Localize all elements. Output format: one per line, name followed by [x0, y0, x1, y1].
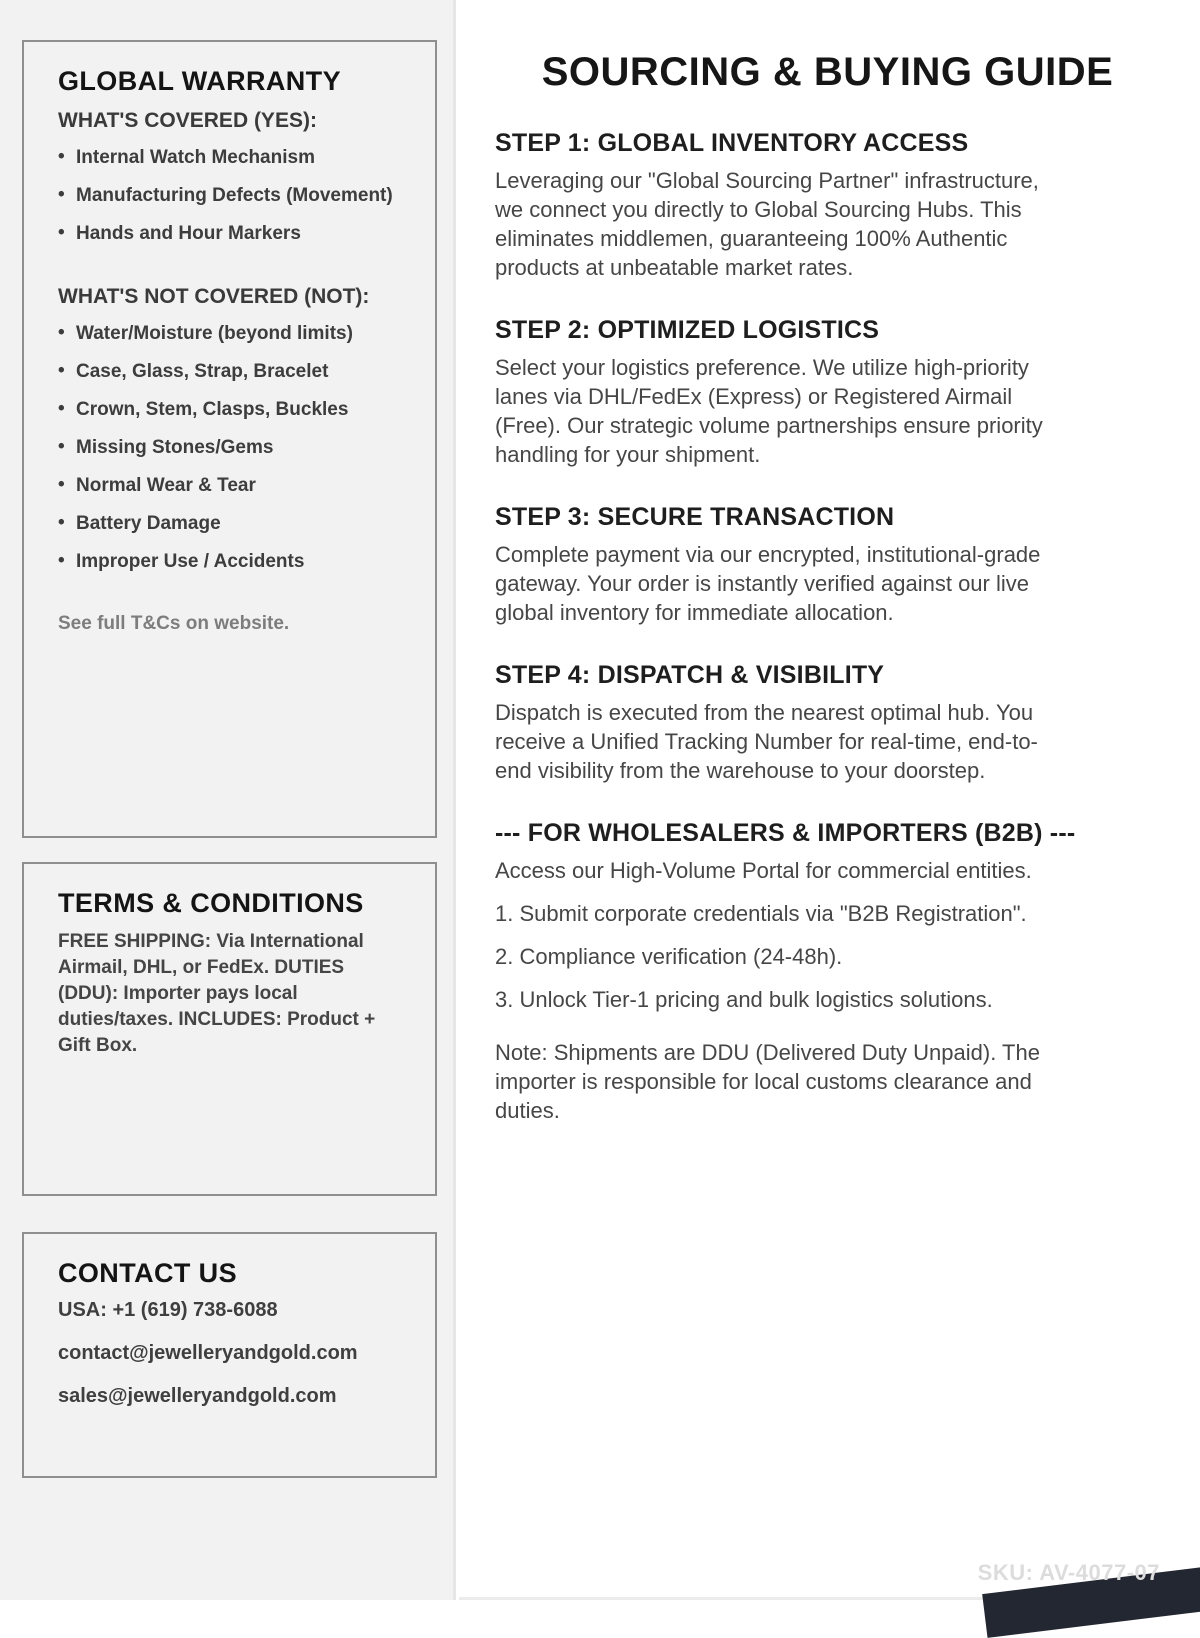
- guide-section: [495, 316, 1160, 469]
- warranty-not-covered-item: • Crown, Stem, Clasps, Buckles: [58, 399, 401, 421]
- sku-label: SKU: AV-4077-07: [977, 1560, 1160, 1585]
- guide-section: [495, 661, 1160, 785]
- section-paragraph: Leveraging our "Global Sourcing Partner" infrastructure, we connect you directly to Global Sourcing Hubs. This eliminates middlemen, guaranteeing 100% Authentic products at unbeatable market rates.: [495, 168, 1039, 280]
- warranty-footnote: See full T&Cs on website.: [58, 613, 290, 634]
- warranty-covered-item: • Manufacturing Defects (Movement): [58, 185, 401, 207]
- section-paragraph: Access our High-Volume Portal for commercial entities.: [495, 858, 1032, 883]
- sourcing-guide: [459, 0, 1200, 1600]
- guide-section: [495, 129, 1160, 282]
- section-paragraph: 2. Compliance verification (24-48h).: [495, 944, 843, 969]
- section-paragraph: 1. Submit corporate credentials via "B2B Registration".: [495, 901, 1027, 926]
- warranty-covered-item: • Internal Watch Mechanism: [58, 147, 401, 169]
- section-paragraphs: [495, 698, 1160, 785]
- section-paragraph: Complete payment via our encrypted, institutional-grade gateway. Your order is instantly verified against our live global inventory for immediate allocation.: [495, 542, 1041, 625]
- warranty-panel: [22, 40, 437, 838]
- warranty-not-covered-list: [58, 323, 401, 573]
- warranty-not-covered-item: • Water/Moisture (beyond limits): [58, 323, 401, 345]
- warranty-not-covered-title: WHAT'S NOT COVERED (NOT):: [58, 285, 370, 308]
- contact-line: sales@jewelleryandgold.com: [58, 1385, 337, 1407]
- terms-panel: [22, 862, 437, 1196]
- section-heading: STEP 4: DISPATCH & VISIBILITY: [495, 661, 885, 689]
- section-paragraphs: [495, 540, 1160, 627]
- section-heading: STEP 2: OPTIMIZED LOGISTICS: [495, 316, 880, 344]
- page-title: SOURCING & BUYING GUIDE: [541, 50, 1114, 94]
- section-heading: --- FOR WHOLESALERS & IMPORTERS (B2B) ---: [495, 819, 1076, 847]
- warranty-covered-list: [58, 147, 401, 245]
- guide-section: [495, 503, 1160, 627]
- contact-line: contact@jewelleryandgold.com: [58, 1342, 358, 1364]
- guide-sections: [495, 129, 1160, 1125]
- section-paragraph: Note: Shipments are DDU (Delivered Duty Unpaid). The importer is responsible for local customs clearance and duties.: [495, 1040, 1040, 1123]
- terms-title: TERMS & CONDITIONS: [58, 888, 364, 918]
- warranty-not-covered-item: • Battery Damage: [58, 513, 401, 535]
- info-sidebar: [0, 0, 456, 1600]
- warranty-not-covered-item: • Missing Stones/Gems: [58, 437, 401, 459]
- guide-section: [495, 819, 1160, 1125]
- section-paragraph: Select your logistics preference. We utilize high-priority lanes via DHL/FedEx (Express) or Registered Airmail (Free). Our strategic volume partnerships ensure priority handling for your shipment.: [495, 355, 1043, 467]
- contact-line: USA: +1 (619) 738-6088: [58, 1299, 278, 1321]
- contact-panel: [22, 1232, 437, 1478]
- contact-title: CONTACT US: [58, 1258, 237, 1288]
- warranty-not-covered-item: • Improper Use / Accidents: [58, 551, 401, 573]
- warranty-not-covered-item: • Case, Glass, Strap, Bracelet: [58, 361, 401, 383]
- terms-body: FREE SHIPPING: Via International Airmail, DHL, or FedEx. DUTIES (DDU): Importer pays local duties/taxes. INCLUDES: Product + Gift Box.: [58, 931, 376, 1056]
- section-paragraphs: [495, 166, 1160, 282]
- warranty-title: GLOBAL WARRANTY: [58, 66, 341, 96]
- section-heading: STEP 3: SECURE TRANSACTION: [495, 503, 895, 531]
- section-heading: STEP 1: GLOBAL INVENTORY ACCESS: [495, 129, 969, 157]
- warranty-covered-title: WHAT'S COVERED (YES):: [58, 109, 317, 132]
- section-paragraph: Dispatch is executed from the nearest optimal hub. You receive a Unified Tracking Number for real-time, end-to-end visibility from the warehouse to your doorstep.: [495, 700, 1038, 783]
- section-paragraph: 3. Unlock Tier-1 pricing and bulk logistics solutions.: [495, 987, 993, 1012]
- section-paragraphs: [495, 353, 1160, 469]
- contact-lines: [58, 1299, 401, 1408]
- warranty-not-covered-item: • Normal Wear & Tear: [58, 475, 401, 497]
- section-paragraphs: [495, 856, 1160, 1125]
- warranty-covered-item: • Hands and Hour Markers: [58, 223, 401, 245]
